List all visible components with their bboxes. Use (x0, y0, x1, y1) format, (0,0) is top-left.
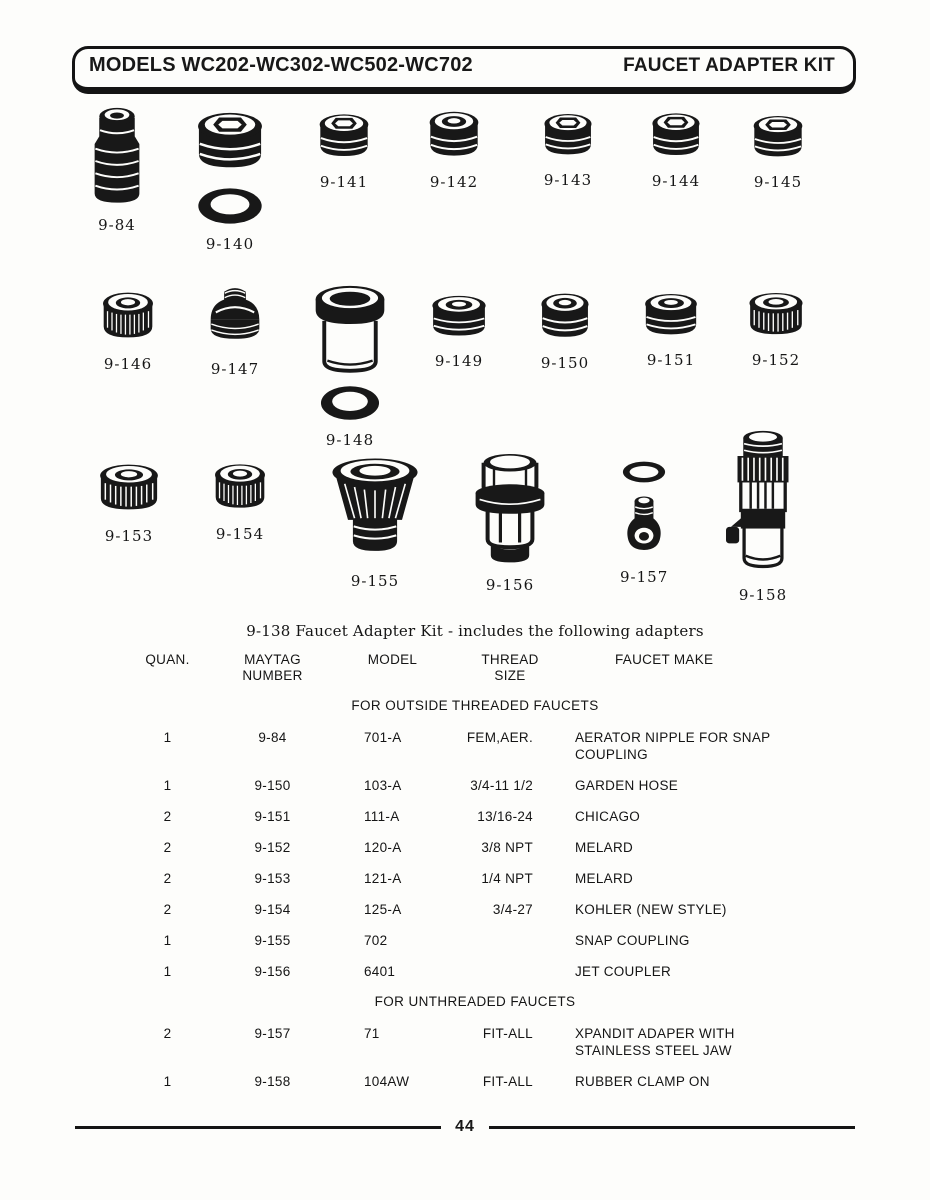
cell-thread: 1/4 NPT (481, 871, 533, 886)
models-title: MODELS WC202-WC302-WC502-WC702 (89, 54, 473, 76)
column-header-label: THREAD (481, 652, 539, 667)
part-label: 9-157 (620, 568, 669, 586)
table-row (130, 870, 820, 887)
footer-rule-right (489, 1126, 855, 1129)
part-figure-9-150 (534, 285, 596, 372)
hex-adapter-icon (188, 102, 272, 179)
jet-coupler-icon (470, 450, 550, 568)
cell-thread: 3/4-11 1/2 (470, 778, 533, 793)
part-label: 9-147 (210, 360, 260, 378)
part-figure-9-144 (645, 105, 707, 190)
aerator-nipple-icon (90, 104, 144, 208)
part-label: 9-153 (104, 527, 154, 545)
cell-thread: 3/8 NPT (481, 840, 533, 855)
knurled-cap-icon (96, 285, 160, 347)
footer-rule-left (75, 1126, 441, 1129)
table-caption: 9-138 Faucet Adapter Kit - includes the following adapters (246, 622, 704, 640)
hex-adapter-icon (746, 108, 810, 165)
cell-make: MELARD (575, 840, 634, 855)
cell-quan: 1 (163, 730, 172, 745)
knurled-cap-icon (208, 457, 272, 517)
cell-model: 120-A (364, 840, 402, 855)
kit-title: FAUCET ADAPTER KIT (623, 54, 835, 76)
cell-maytag: 9-154 (254, 902, 291, 917)
cell-model: 104AW (364, 1074, 410, 1089)
bell-adapter-icon (330, 456, 420, 564)
part-figure-9-158 (726, 428, 800, 604)
cell-make: JET COUPLER (575, 964, 672, 979)
washer-icon (317, 383, 383, 423)
column-header-thread (445, 652, 575, 684)
knurled-cap-icon (742, 286, 810, 343)
cell-model: 701-A (364, 730, 402, 745)
hex-adapter-icon (645, 105, 707, 164)
table-row (130, 777, 820, 794)
column-header-quan (130, 652, 205, 668)
cell-maytag: 9-84 (258, 730, 287, 745)
cell-maytag: 9-156 (254, 964, 291, 979)
part-label: 9-149 (434, 352, 484, 370)
page-header (72, 46, 856, 94)
cell-make: KOHLER (NEW STYLE) (575, 902, 727, 917)
part-figure-9-153 (92, 457, 166, 545)
cell-maytag: 9-158 (254, 1074, 291, 1089)
table-header-row (130, 652, 820, 684)
cell-make: XPANDIT ADAPER WITH STAINLESS STEEL JAW (575, 1026, 735, 1058)
part-figure-9-157 (620, 460, 668, 586)
table-row (130, 1025, 820, 1059)
cell-make: RUBBER CLAMP ON (575, 1074, 710, 1089)
part-label: 9-146 (103, 355, 153, 373)
cell-quan: 2 (163, 840, 172, 855)
cell-maytag: 9-150 (254, 778, 291, 793)
column-header-maytag (205, 652, 340, 684)
cell-model: 702 (364, 933, 388, 948)
part-label: 9-140 (205, 235, 255, 253)
part-figure-9-84 (90, 104, 144, 234)
part-figure-9-145 (746, 108, 810, 191)
hex-adapter-icon (537, 106, 599, 163)
dome-adapter-icon (203, 280, 267, 352)
part-figure-9-147 (203, 280, 267, 378)
part-label: 9-148 (325, 431, 375, 449)
round-adapter-icon (424, 288, 494, 344)
cell-maytag: 9-152 (254, 840, 291, 855)
cell-model: 125-A (364, 902, 402, 917)
part-figure-9-148 (311, 282, 389, 449)
cell-model: 6401 (364, 964, 396, 979)
column-header-label: MODEL (367, 652, 418, 667)
part-label: 9-154 (215, 525, 265, 543)
page-footer (75, 1118, 855, 1136)
cell-quan: 1 (163, 964, 172, 979)
cell-thread: FIT-ALL (482, 1026, 533, 1041)
cell-quan: 2 (163, 871, 172, 886)
part-label: 9-155 (350, 572, 400, 590)
part-label: 9-142 (429, 173, 479, 191)
section-heading-outside-threaded: FOR OUTSIDE THREADED FAUCETS (351, 698, 599, 713)
round-adapter-icon (422, 103, 486, 165)
part-figure-9-143 (537, 106, 599, 189)
part-figure-9-154 (208, 457, 272, 543)
column-header-make (575, 652, 820, 668)
cell-model: 103-A (364, 778, 402, 793)
page-number: 44 (455, 1118, 475, 1135)
part-label: 9-144 (651, 172, 701, 190)
cell-make: AERATOR NIPPLE FOR SNAP COUPLING (575, 730, 771, 762)
round-adapter-icon (534, 285, 596, 346)
cell-make: GARDEN HOSE (575, 778, 679, 793)
round-adapter-icon (637, 286, 705, 343)
cell-quan: 2 (163, 809, 172, 824)
cell-thread: FEM,AER. (466, 730, 533, 745)
part-figure-9-142 (422, 103, 486, 191)
cell-quan: 1 (163, 778, 172, 793)
part-figure-9-151 (637, 286, 705, 369)
o-ring-icon (620, 460, 668, 484)
sleeve-adapter-icon (311, 282, 389, 377)
part-figure-9-156 (470, 450, 550, 594)
hex-adapter-icon (312, 106, 376, 165)
cell-make: CHICAGO (575, 809, 641, 824)
cell-maytag: 9-155 (254, 933, 291, 948)
table-row (130, 729, 820, 763)
cell-quan: 1 (163, 933, 172, 948)
washer-icon (194, 185, 266, 227)
part-figure-9-149 (424, 288, 494, 370)
cell-model: 121-A (364, 871, 402, 886)
part-label: 9-156 (485, 576, 535, 594)
cell-model: 71 (364, 1026, 380, 1041)
part-figure-9-140 (188, 102, 272, 253)
column-header-label: QUAN. (145, 652, 190, 667)
column-header-model (340, 652, 445, 668)
part-label: 9-84 (98, 216, 136, 234)
part-figure-9-152 (742, 286, 810, 369)
cell-maytag: 9-151 (254, 809, 291, 824)
part-label: 9-145 (753, 173, 803, 191)
cell-maytag: 9-157 (254, 1026, 291, 1041)
table-row (130, 839, 820, 856)
expand-adapter-icon (622, 494, 666, 560)
cell-thread: 13/16-24 (477, 809, 533, 824)
cell-thread: FIT-ALL (482, 1074, 533, 1089)
section-heading-unthreaded: FOR UNTHREADED FAUCETS (374, 994, 576, 1009)
column-header-label: MAYTAG (244, 652, 301, 667)
cell-quan: 2 (163, 902, 172, 917)
part-label: 9-141 (319, 173, 369, 191)
part-figure-9-155 (330, 456, 420, 590)
cell-thread: 3/4-27 (492, 902, 533, 917)
knurled-cap-icon (92, 457, 166, 519)
part-label: 9-158 (738, 586, 788, 604)
clamp-adapter-icon (726, 428, 800, 578)
part-figure-9-146 (96, 285, 160, 373)
part-label: 9-150 (540, 354, 590, 372)
table-row (130, 963, 820, 980)
part-label: 9-143 (543, 171, 593, 189)
cell-quan: 1 (163, 1074, 172, 1089)
part-label: 9-152 (751, 351, 801, 369)
table-row (130, 901, 820, 918)
cell-maytag: 9-153 (254, 871, 291, 886)
cell-make: MELARD (575, 871, 634, 886)
column-header-label: FAUCET MAKE (615, 652, 714, 667)
adapter-kit-table (130, 622, 820, 1104)
part-figure-9-141 (312, 106, 376, 191)
table-row (130, 932, 820, 949)
column-header-label: NUMBER (242, 668, 303, 683)
cell-model: 111-A (364, 809, 400, 824)
table-row (130, 1073, 820, 1090)
table-row (130, 808, 820, 825)
cell-quan: 2 (163, 1026, 172, 1041)
cell-make: SNAP COUPLING (575, 933, 690, 948)
column-header-label: SIZE (494, 668, 526, 683)
part-label: 9-151 (646, 351, 696, 369)
